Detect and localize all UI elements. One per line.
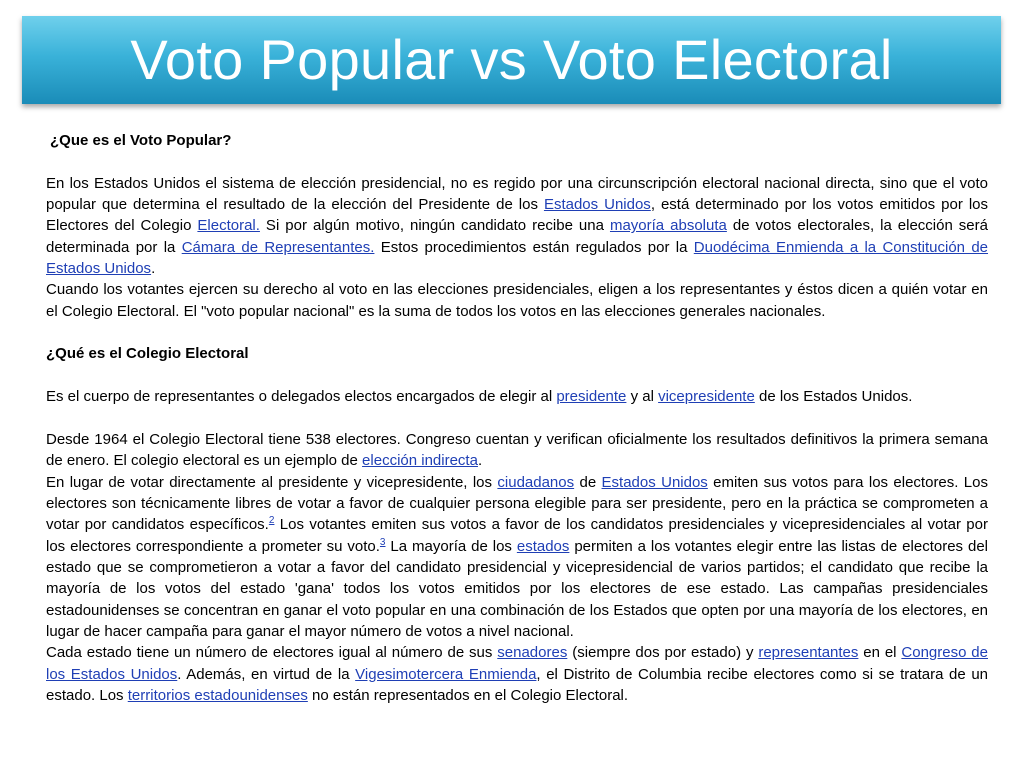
link-senadores[interactable]: senadores: [497, 644, 568, 662]
footnote-link-2[interactable]: 2: [268, 515, 275, 527]
link-representantes[interactable]: representantes: [758, 644, 859, 662]
link-estados-unidos-2[interactable]: Estados Unidos: [601, 473, 708, 491]
text-run: La mayoría de los: [385, 537, 517, 555]
text-run: .: [151, 260, 156, 278]
spacer: [46, 151, 988, 172]
link-presidente[interactable]: presidente: [556, 388, 627, 406]
text-run: Estos procedimientos están regulados por la: [374, 238, 694, 256]
text-run: permiten a los votantes elegir entre las listas de electores del estado que se comprometieron a votar a favor del candidato presidencial y vicepresidencial de varios partidos; el candidato que recibe la mayoría de los votos del estado 'gana' todos los votos emitidos por los electores de ese estado. Las campañas presidenciales estadounidenses se concentran en ganar el voto popular en una combinación de los Estados que opten por una mayoría de los electores, en lugar de hacer campaña para ganar el mayor número de votos a nivel nacional.: [46, 537, 988, 640]
text-run: y al: [626, 388, 659, 406]
link-congreso[interactable]: Congreso de los Estados Unidos: [46, 644, 988, 683]
text-run: .: [477, 452, 483, 470]
paragraph-voto-popular-2: Cuando los votantes ejercen su derecho al voto en las elecciones presidenciales, eligen a los representantes y éstos dicen a quién votar en el Colegio Electoral. El "voto popular nacional" es la suma de todos los votos en las elecciones generales nacionales.: [46, 281, 988, 320]
paragraph-colegio-1: [46, 386, 988, 407]
link-duodecima-enmienda[interactable]: Duodécima Enmienda a la Constitución de Estados Unidos: [46, 238, 989, 278]
text-run: emiten sus votos para los electores. Los electores son técnicamente libres de votar a favor de cualquier persona elegible para ser presidente, pero en la práctica se comprometen a votar por candidatos específicos.: [46, 473, 988, 534]
heading-voto-popular: ¿Que es el Voto Popular?: [50, 132, 232, 149]
text-run: de los Estados Unidos.: [754, 388, 913, 406]
text-run: Los votantes emiten sus votos a favor de los candidatos presidenciales y vicepresidenciales al votar por los electores correspondiente a prometer su voto.: [46, 516, 988, 555]
text-run: en el: [858, 644, 902, 662]
text-run: , el Distrito de Columbia recibe electores como si se tratara de un estado. Los: [46, 665, 988, 704]
spacer: [46, 322, 988, 343]
link-electoral[interactable]: Electoral.: [197, 217, 260, 235]
text-run: , está determinado por los votos emitidos por los Electores del Colegio: [46, 196, 988, 235]
text-run: (siempre dos por estado) y: [567, 644, 759, 662]
link-estados[interactable]: estados: [516, 537, 570, 555]
paragraph-colegio-3: [46, 472, 988, 643]
link-ciudadanos[interactable]: ciudadanos: [497, 473, 575, 491]
text-run: de votos electorales, la elección será determinada por la: [46, 217, 988, 256]
link-vigesimotercera-enmienda[interactable]: Vigesimotercera Enmienda: [355, 665, 537, 683]
link-eleccion-indirecta[interactable]: elección indirecta: [362, 452, 478, 470]
text-run: Es el cuerpo de representantes o delegados electos encargados de elegir al: [46, 388, 557, 406]
link-territorios-estadounidenses[interactable]: territorios estadounidenses: [127, 686, 308, 704]
text-run: Desde 1964 el Colegio Electoral tiene 538 electores. Congreso cuentan y verifican oficialmente los resultados definitivos la primera semana de enero. El colegio electoral es un ejemplo de: [46, 430, 988, 470]
text-run: no están representados en el Colegio Electoral.: [307, 686, 629, 704]
spacer: [46, 407, 988, 428]
slide-body: [46, 130, 988, 706]
text-run: En lugar de votar directamente al presidente y vicepresidente, los: [46, 473, 498, 491]
text-run: En los Estados Unidos el sistema de elección presidencial, no es regido por una circunscripción electoral nacional directa, sino que el voto popular que determina el resultado de la elección del Presidente de los: [46, 174, 988, 214]
spacer: [46, 365, 988, 386]
slide-title: Voto Popular vs Voto Electoral: [130, 28, 893, 91]
footnote-link-3[interactable]: 3: [379, 536, 386, 548]
text-run: Cada estado tiene un número de electores igual al número de sus: [46, 644, 498, 662]
link-estados-unidos[interactable]: Estados Unidos: [543, 196, 651, 214]
paragraph-colegio-2: [46, 429, 988, 472]
link-camara-de-representantes[interactable]: Cámara de Representantes.: [181, 238, 375, 256]
heading-colegio-electoral: ¿Qué es el Colegio Electoral: [46, 345, 249, 363]
title-banner: [22, 16, 1001, 104]
link-mayoria-absoluta[interactable]: mayoría absoluta: [609, 217, 727, 235]
text-run: de: [574, 473, 602, 491]
link-vicepresidente[interactable]: vicepresidente: [658, 388, 755, 406]
paragraph-colegio-4: [46, 642, 988, 706]
paragraph-voto-popular-1: [46, 173, 988, 280]
text-run: Si por algún motivo, ningún candidato recibe una: [259, 217, 610, 235]
text-run: . Además, en virtud de la: [177, 665, 356, 683]
